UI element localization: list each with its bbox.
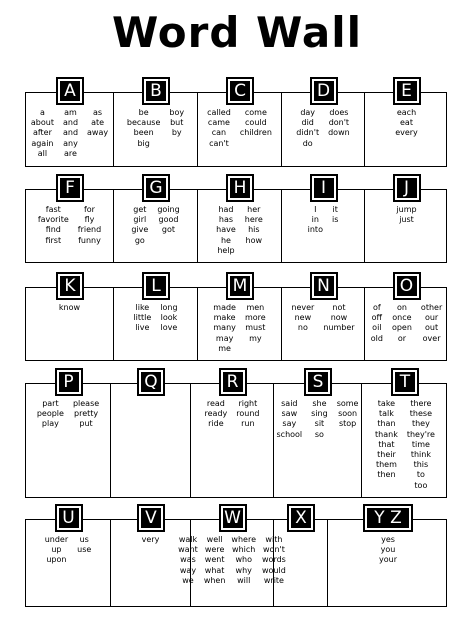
word-column bbox=[37, 399, 64, 430]
letter-badge: Q bbox=[137, 368, 165, 396]
sight-word: want bbox=[178, 545, 198, 555]
sight-word: upon bbox=[46, 555, 67, 565]
sight-word: why bbox=[235, 565, 252, 575]
sight-word: where bbox=[231, 535, 256, 544]
sight-word: did bbox=[301, 118, 314, 128]
sight-word: funny bbox=[78, 235, 101, 245]
sight-word: came bbox=[207, 118, 230, 128]
sight-word: me bbox=[218, 343, 231, 353]
sight-word: my bbox=[249, 333, 262, 343]
sight-word: friend bbox=[77, 225, 102, 235]
sight-word: go bbox=[134, 235, 145, 245]
sight-word: many bbox=[213, 323, 236, 333]
letter-badge: E bbox=[393, 77, 421, 105]
sight-word: then bbox=[377, 470, 396, 480]
word-column bbox=[178, 535, 198, 586]
page-title: Word Wall bbox=[111, 8, 363, 57]
sight-word: was bbox=[180, 555, 196, 565]
letter-cell-p bbox=[26, 372, 111, 497]
sight-word: men bbox=[246, 303, 265, 312]
word-list bbox=[26, 205, 113, 246]
letter-cell-a bbox=[26, 81, 114, 166]
word-column bbox=[379, 535, 397, 566]
sight-word: all bbox=[37, 148, 48, 158]
sight-word: they bbox=[411, 419, 430, 429]
letter-badge: U bbox=[55, 504, 83, 532]
sight-word: school bbox=[276, 429, 303, 439]
word-list bbox=[198, 303, 281, 354]
sight-word: sing bbox=[311, 409, 328, 419]
sight-word: over bbox=[422, 333, 441, 343]
word-list bbox=[365, 108, 448, 139]
sight-word: with bbox=[265, 535, 283, 544]
sight-word: part bbox=[42, 399, 59, 408]
word-column bbox=[323, 303, 354, 334]
sight-word: any bbox=[63, 138, 78, 148]
word-column bbox=[78, 205, 101, 246]
word-column bbox=[205, 399, 228, 430]
sight-word: every bbox=[395, 128, 418, 138]
sight-word: long bbox=[160, 303, 178, 312]
sight-word: round bbox=[236, 409, 260, 419]
word-list bbox=[114, 303, 197, 334]
sight-word: don't bbox=[328, 118, 350, 128]
sight-word: ate bbox=[91, 118, 105, 128]
sight-word: after bbox=[32, 128, 52, 138]
sight-word: walk bbox=[178, 535, 198, 544]
sight-word: people bbox=[36, 409, 64, 419]
word-column bbox=[240, 108, 272, 149]
word-list bbox=[191, 399, 273, 430]
word-list bbox=[282, 205, 364, 236]
sight-word: how bbox=[245, 235, 263, 245]
word-column bbox=[133, 303, 151, 334]
sight-word: is bbox=[331, 215, 339, 225]
letter-cell-s bbox=[274, 372, 362, 497]
word-column bbox=[73, 399, 99, 430]
letter-badge: A bbox=[56, 77, 84, 105]
letter-cell-e bbox=[365, 81, 448, 166]
sight-word: soon bbox=[338, 409, 358, 419]
sight-word: does bbox=[329, 108, 349, 117]
word-column bbox=[395, 108, 418, 139]
word-column bbox=[87, 108, 108, 159]
word-column bbox=[277, 399, 303, 440]
sight-word: time bbox=[411, 439, 430, 449]
sight-word: too bbox=[414, 480, 428, 490]
sight-word: said bbox=[281, 399, 298, 408]
sight-word: they're bbox=[406, 429, 435, 439]
word-wall-row bbox=[25, 508, 447, 607]
sight-word: could bbox=[245, 118, 267, 128]
sight-word: new bbox=[294, 313, 312, 323]
word-column bbox=[332, 205, 338, 236]
sight-word: we bbox=[182, 575, 194, 585]
sight-word: girl bbox=[133, 215, 147, 225]
sight-word: live bbox=[135, 323, 150, 333]
sight-word: won't bbox=[263, 545, 285, 555]
sight-word: first bbox=[45, 235, 62, 245]
letter-badge: L bbox=[142, 272, 170, 300]
sight-word: thank bbox=[375, 429, 398, 439]
sight-word: has bbox=[218, 215, 234, 225]
letter-badge: Y Z bbox=[363, 504, 413, 532]
sight-word: here bbox=[244, 215, 263, 225]
sight-word: oil bbox=[372, 323, 382, 333]
sight-word: sit bbox=[314, 419, 325, 429]
sight-word: off bbox=[371, 313, 383, 323]
sight-word: know bbox=[58, 303, 81, 312]
letter-badge: X bbox=[287, 504, 315, 532]
sight-word: them bbox=[375, 460, 397, 470]
sight-word: now bbox=[330, 313, 348, 323]
sight-word: her bbox=[247, 205, 261, 214]
letter-cell-k bbox=[26, 276, 114, 360]
sight-word: fast bbox=[45, 205, 61, 214]
sight-word: each bbox=[396, 108, 417, 117]
word-list bbox=[328, 535, 448, 566]
sight-word: boy bbox=[169, 108, 185, 117]
sight-word: he bbox=[220, 235, 231, 245]
sight-word: good bbox=[158, 215, 179, 225]
sight-word: so bbox=[314, 429, 324, 439]
letter-badge: I bbox=[310, 174, 338, 202]
sight-word: went bbox=[204, 555, 225, 565]
sight-word: children bbox=[239, 128, 272, 138]
word-list bbox=[26, 303, 113, 313]
word-column bbox=[207, 108, 231, 149]
sight-word: out bbox=[425, 323, 439, 333]
sight-word: and bbox=[62, 128, 79, 138]
word-column bbox=[231, 535, 256, 586]
sight-word: more bbox=[244, 313, 266, 323]
word-wall-row bbox=[25, 372, 447, 498]
sight-word: by bbox=[171, 128, 182, 138]
word-wall-row bbox=[25, 81, 447, 167]
word-column bbox=[131, 205, 148, 246]
word-column bbox=[296, 108, 319, 149]
sight-word: up bbox=[51, 545, 62, 555]
word-column bbox=[204, 535, 226, 586]
sight-word: their bbox=[377, 450, 396, 460]
sight-word: away bbox=[87, 128, 109, 138]
word-column bbox=[236, 399, 259, 430]
word-column bbox=[407, 399, 435, 491]
sight-word: no bbox=[297, 323, 308, 333]
sight-word: some bbox=[336, 399, 359, 408]
sight-word: pretty bbox=[74, 409, 99, 419]
sight-word: his bbox=[248, 225, 260, 235]
letter-cell-b bbox=[114, 81, 198, 166]
sight-word: come bbox=[244, 108, 267, 117]
letter-badge: T bbox=[391, 368, 419, 396]
sight-word: I bbox=[314, 205, 317, 214]
letter-badge: P bbox=[55, 368, 83, 396]
letter-cell-q bbox=[111, 372, 191, 497]
letter-cell-r bbox=[191, 372, 274, 497]
letter-badge: F bbox=[56, 174, 84, 202]
sight-word: day bbox=[300, 108, 316, 117]
sight-word: take bbox=[377, 399, 396, 408]
word-column bbox=[169, 108, 184, 149]
word-list bbox=[362, 399, 448, 491]
word-column bbox=[45, 535, 68, 566]
letter-cell-g bbox=[114, 178, 198, 262]
sight-word: very bbox=[141, 535, 160, 544]
letter-badge: V bbox=[137, 504, 165, 532]
word-column bbox=[216, 205, 236, 256]
sight-word: can't bbox=[209, 138, 229, 148]
sight-word: this bbox=[413, 460, 429, 470]
sight-word: way bbox=[179, 565, 197, 575]
sight-word: because bbox=[126, 118, 161, 128]
sight-word: old bbox=[370, 333, 383, 343]
letter-cell-u bbox=[26, 508, 111, 606]
sight-word: would bbox=[262, 565, 286, 575]
sight-word: fly bbox=[84, 215, 95, 225]
sight-word: find bbox=[45, 225, 61, 235]
sight-word: use bbox=[77, 545, 92, 555]
sight-word: talk bbox=[378, 409, 394, 419]
sight-word: look bbox=[160, 313, 178, 323]
sight-word: other bbox=[420, 303, 443, 312]
sight-word: about bbox=[30, 118, 54, 128]
letter-cell-w bbox=[178, 508, 286, 606]
word-column bbox=[127, 108, 160, 149]
sight-word: and bbox=[62, 118, 79, 128]
sight-word: make bbox=[213, 313, 236, 323]
sight-word: open bbox=[391, 323, 412, 333]
sight-word: going bbox=[157, 205, 180, 214]
letter-badge: S bbox=[304, 368, 332, 396]
letter-cell-yz bbox=[328, 508, 448, 606]
word-column bbox=[337, 399, 359, 440]
sight-word: that bbox=[378, 439, 395, 449]
sight-word: in bbox=[311, 215, 319, 225]
sight-word: run bbox=[241, 419, 255, 429]
letter-cell-f bbox=[26, 178, 114, 262]
word-list bbox=[274, 399, 361, 440]
sight-word: you bbox=[380, 545, 396, 555]
sight-word: please bbox=[72, 399, 100, 408]
letter-cell-l bbox=[114, 276, 198, 360]
letter-badge: R bbox=[219, 368, 247, 396]
letter-badge: W bbox=[219, 504, 247, 532]
word-column bbox=[291, 303, 314, 334]
word-column bbox=[157, 205, 179, 246]
word-wall-row bbox=[25, 276, 447, 361]
letter-badge: N bbox=[310, 272, 338, 300]
sight-word: our bbox=[424, 313, 439, 323]
sight-word: were bbox=[204, 545, 225, 555]
sight-word: not bbox=[332, 303, 346, 312]
word-list bbox=[26, 535, 110, 566]
sight-word: as bbox=[93, 108, 103, 117]
sight-word: eat bbox=[400, 118, 413, 128]
sight-word: a bbox=[39, 108, 45, 117]
word-column bbox=[38, 205, 69, 246]
letter-cell-x bbox=[274, 508, 328, 606]
word-column bbox=[63, 108, 78, 159]
sight-word: it bbox=[332, 205, 338, 214]
letter-cell-m bbox=[198, 276, 282, 360]
letter-badge: D bbox=[310, 77, 338, 105]
word-list bbox=[282, 303, 364, 334]
sight-word: must bbox=[245, 323, 266, 333]
sight-word: saw bbox=[281, 409, 298, 419]
letter-cell-d bbox=[282, 81, 365, 166]
word-list bbox=[198, 108, 281, 149]
sight-word: will bbox=[237, 575, 251, 585]
sight-word: may bbox=[215, 333, 234, 343]
sight-word: once bbox=[392, 313, 412, 323]
letter-cell-o bbox=[365, 276, 448, 360]
sight-word: be bbox=[138, 108, 149, 117]
word-column bbox=[328, 108, 350, 149]
letter-badge: G bbox=[142, 174, 170, 202]
sight-word: which bbox=[232, 545, 256, 555]
sight-word: words bbox=[262, 555, 286, 565]
sight-word: when bbox=[203, 575, 226, 585]
letter-badge: O bbox=[393, 272, 421, 300]
word-column bbox=[77, 535, 91, 566]
sight-word: little bbox=[133, 313, 152, 323]
word-column bbox=[375, 399, 398, 491]
sight-word: never bbox=[291, 303, 315, 312]
sight-word: who bbox=[235, 555, 252, 565]
word-list bbox=[114, 108, 197, 149]
sight-word: just bbox=[399, 215, 414, 225]
sight-word: your bbox=[379, 555, 397, 565]
letter-cell-t bbox=[362, 372, 448, 497]
sight-word: help bbox=[217, 245, 235, 255]
sight-word: ride bbox=[208, 419, 224, 429]
word-column bbox=[59, 303, 80, 313]
word-column bbox=[392, 303, 412, 344]
word-list bbox=[114, 205, 197, 246]
sight-word: into bbox=[307, 225, 323, 235]
sight-word: didn't bbox=[296, 128, 320, 138]
word-column bbox=[396, 205, 416, 225]
sight-word: read bbox=[206, 399, 225, 408]
sight-word: do bbox=[302, 138, 313, 148]
word-wall-row bbox=[25, 178, 447, 263]
word-column bbox=[142, 535, 160, 545]
sight-word: down bbox=[328, 128, 350, 138]
letter-badge: K bbox=[56, 272, 84, 300]
letter-cell-h bbox=[198, 178, 282, 262]
sight-word: of bbox=[372, 303, 381, 312]
sight-word: love bbox=[160, 323, 178, 333]
sight-word: there bbox=[410, 399, 432, 408]
sight-word: right bbox=[238, 399, 258, 408]
letter-cell-i bbox=[282, 178, 365, 262]
letter-cell-n bbox=[282, 276, 365, 360]
word-list bbox=[178, 535, 286, 586]
sight-word: to bbox=[416, 470, 425, 480]
sight-word: had bbox=[218, 205, 234, 214]
sight-word: got bbox=[161, 225, 176, 235]
sight-word: get bbox=[133, 205, 147, 214]
sight-word: on bbox=[396, 303, 407, 312]
sight-word: stop bbox=[338, 419, 357, 429]
sight-word: made bbox=[213, 303, 236, 312]
sight-word: have bbox=[216, 225, 236, 235]
sight-word: write bbox=[263, 575, 284, 585]
word-list bbox=[282, 108, 364, 149]
sight-word: yes bbox=[381, 535, 395, 544]
sight-word: for bbox=[83, 205, 95, 214]
word-column bbox=[311, 399, 328, 440]
letter-badge: B bbox=[142, 77, 170, 105]
sight-word: called bbox=[207, 108, 231, 117]
sight-word: what bbox=[204, 565, 225, 575]
letter-cell-j bbox=[365, 178, 448, 262]
sight-word: again bbox=[31, 138, 54, 148]
word-column bbox=[160, 303, 177, 334]
word-list bbox=[198, 205, 281, 256]
sight-word: favorite bbox=[37, 215, 69, 225]
word-column bbox=[213, 303, 236, 354]
sight-word: these bbox=[409, 409, 432, 419]
sight-word: ready bbox=[204, 409, 228, 419]
sight-word: can bbox=[211, 128, 227, 138]
sight-word: play bbox=[41, 419, 59, 429]
sight-word: well bbox=[206, 535, 223, 544]
sight-word: think bbox=[410, 450, 431, 460]
sight-word: am bbox=[64, 108, 77, 117]
sight-word: number bbox=[323, 323, 355, 333]
letter-badge: M bbox=[226, 272, 254, 300]
sight-word: us bbox=[79, 535, 89, 544]
sight-word: been bbox=[133, 128, 154, 138]
sight-word: put bbox=[79, 419, 93, 429]
sight-word: give bbox=[131, 225, 149, 235]
sight-word: under bbox=[44, 535, 69, 544]
word-column bbox=[245, 205, 263, 256]
word-column bbox=[245, 303, 266, 354]
sight-word: say bbox=[282, 419, 297, 429]
word-column bbox=[371, 303, 383, 344]
letter-badge: C bbox=[226, 77, 254, 105]
sight-word: big bbox=[137, 138, 150, 148]
sight-word: but bbox=[170, 118, 184, 128]
letter-badge: J bbox=[393, 174, 421, 202]
sight-word: are bbox=[64, 148, 77, 158]
sight-word: or bbox=[397, 333, 407, 343]
word-list bbox=[365, 205, 448, 225]
word-column bbox=[31, 108, 54, 159]
word-list bbox=[26, 399, 110, 430]
sight-word: like bbox=[135, 303, 150, 312]
letter-badge: H bbox=[226, 174, 254, 202]
sight-word: she bbox=[312, 399, 327, 408]
word-column bbox=[308, 205, 323, 236]
sight-word: jump bbox=[396, 205, 417, 214]
word-column bbox=[421, 303, 442, 344]
letter-cell-c bbox=[198, 81, 282, 166]
word-list bbox=[365, 303, 448, 344]
word-list bbox=[26, 108, 113, 159]
sight-word: than bbox=[377, 419, 396, 429]
